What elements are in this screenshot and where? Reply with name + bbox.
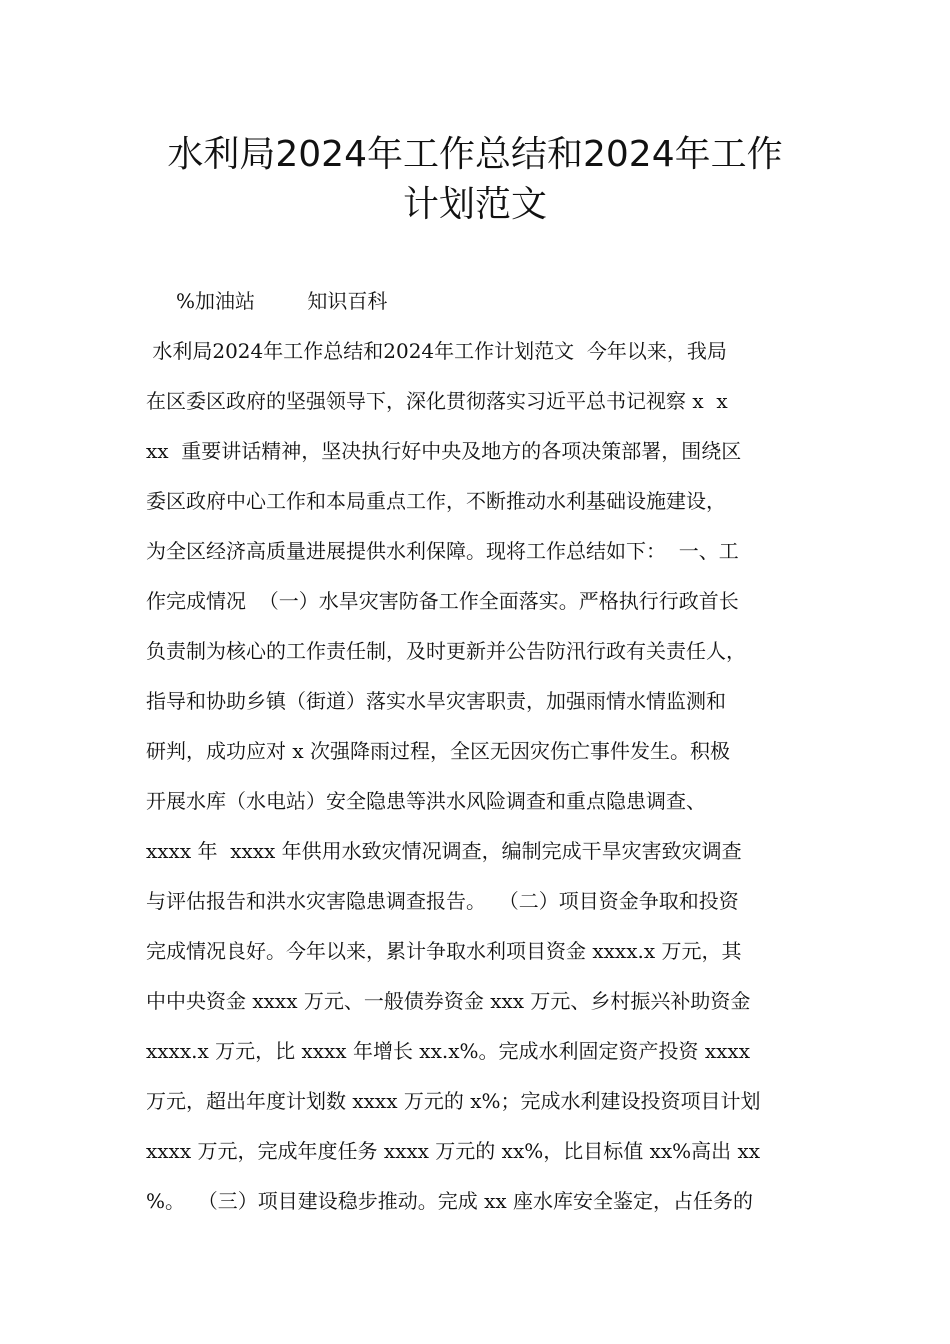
body-line: 委区政府中心工作和本局重点工作，不断推动水利基础设施建设， [146,489,726,513]
body-line: 研判，成功应对 x 次强降雨过程，全区无因灾伤亡事件发生。积极 [146,739,730,763]
body-line: 完成情况良好。今年以来，累计争取水利项目资金 xxxx.x 万元，其 [146,939,742,963]
body-line: 开展水库（水电站）安全隐患等洪水风险调查和重点隐患调查、 [146,789,706,813]
body-line: 水利局2024年工作总结和2024年工作计划范文 今年以来，我局 [146,339,727,363]
body-line: 与评估报告和洪水灾害隐患调查报告。 （二）项目资金争取和投资 [146,889,739,913]
body-line: 万元，超出年度计划数 xxxx 万元的 x%；完成水利建设投资项目计划 [146,1089,761,1113]
document-title-line-1: 水利局2024年工作总结和2024年工作 [167,134,783,175]
body-line: xxxx 年 xxxx 年供用水致灾情况调查，编制完成干旱灾害致灾调查 [146,839,742,863]
body-line: 在区委区政府的坚强领导下，深化贯彻落实习近平总书记视察 x x [146,389,728,413]
body-line: 作完成情况 （一）水旱灾害防备工作全面落实。严格执行行政首长 [146,589,739,613]
body-line: 指导和协助乡镇（街道）落实水旱灾害职责，加强雨情水情监测和 [146,689,726,713]
body-line: xx 重要讲话精神，坚决执行好中央及地方的各项决策部署，围绕区 [146,439,742,463]
document-title-line-2: 计划范文 [402,184,547,225]
body-line: xxxx 万元，完成年度任务 xxxx 万元的 xx%，比目标值 xx%高出 xx [146,1139,761,1163]
source-label: %加油站 [176,289,256,313]
body-line: 负责制为核心的工作责任制，及时更新并公告防汛行政有关责任人， [146,639,746,663]
document-meta [176,287,387,315]
body-line: 中中央资金 xxxx 万元、一般债券资金 xxx 万元、乡村振兴补助资金 [146,989,751,1013]
body-line: 为全区经济高质量进展提供水利保障。现将工作总结如下： 一、工 [146,539,739,563]
category-label: 知识百科 [307,289,388,313]
body-line: %。 （三）项目建设稳步推动。完成 xx 座水库安全鉴定，占任务的 [146,1189,753,1213]
body-line: xxxx.x 万元，比 xxxx 年增长 xx.x%。完成水利固定资产投资 xxxx [146,1039,750,1063]
